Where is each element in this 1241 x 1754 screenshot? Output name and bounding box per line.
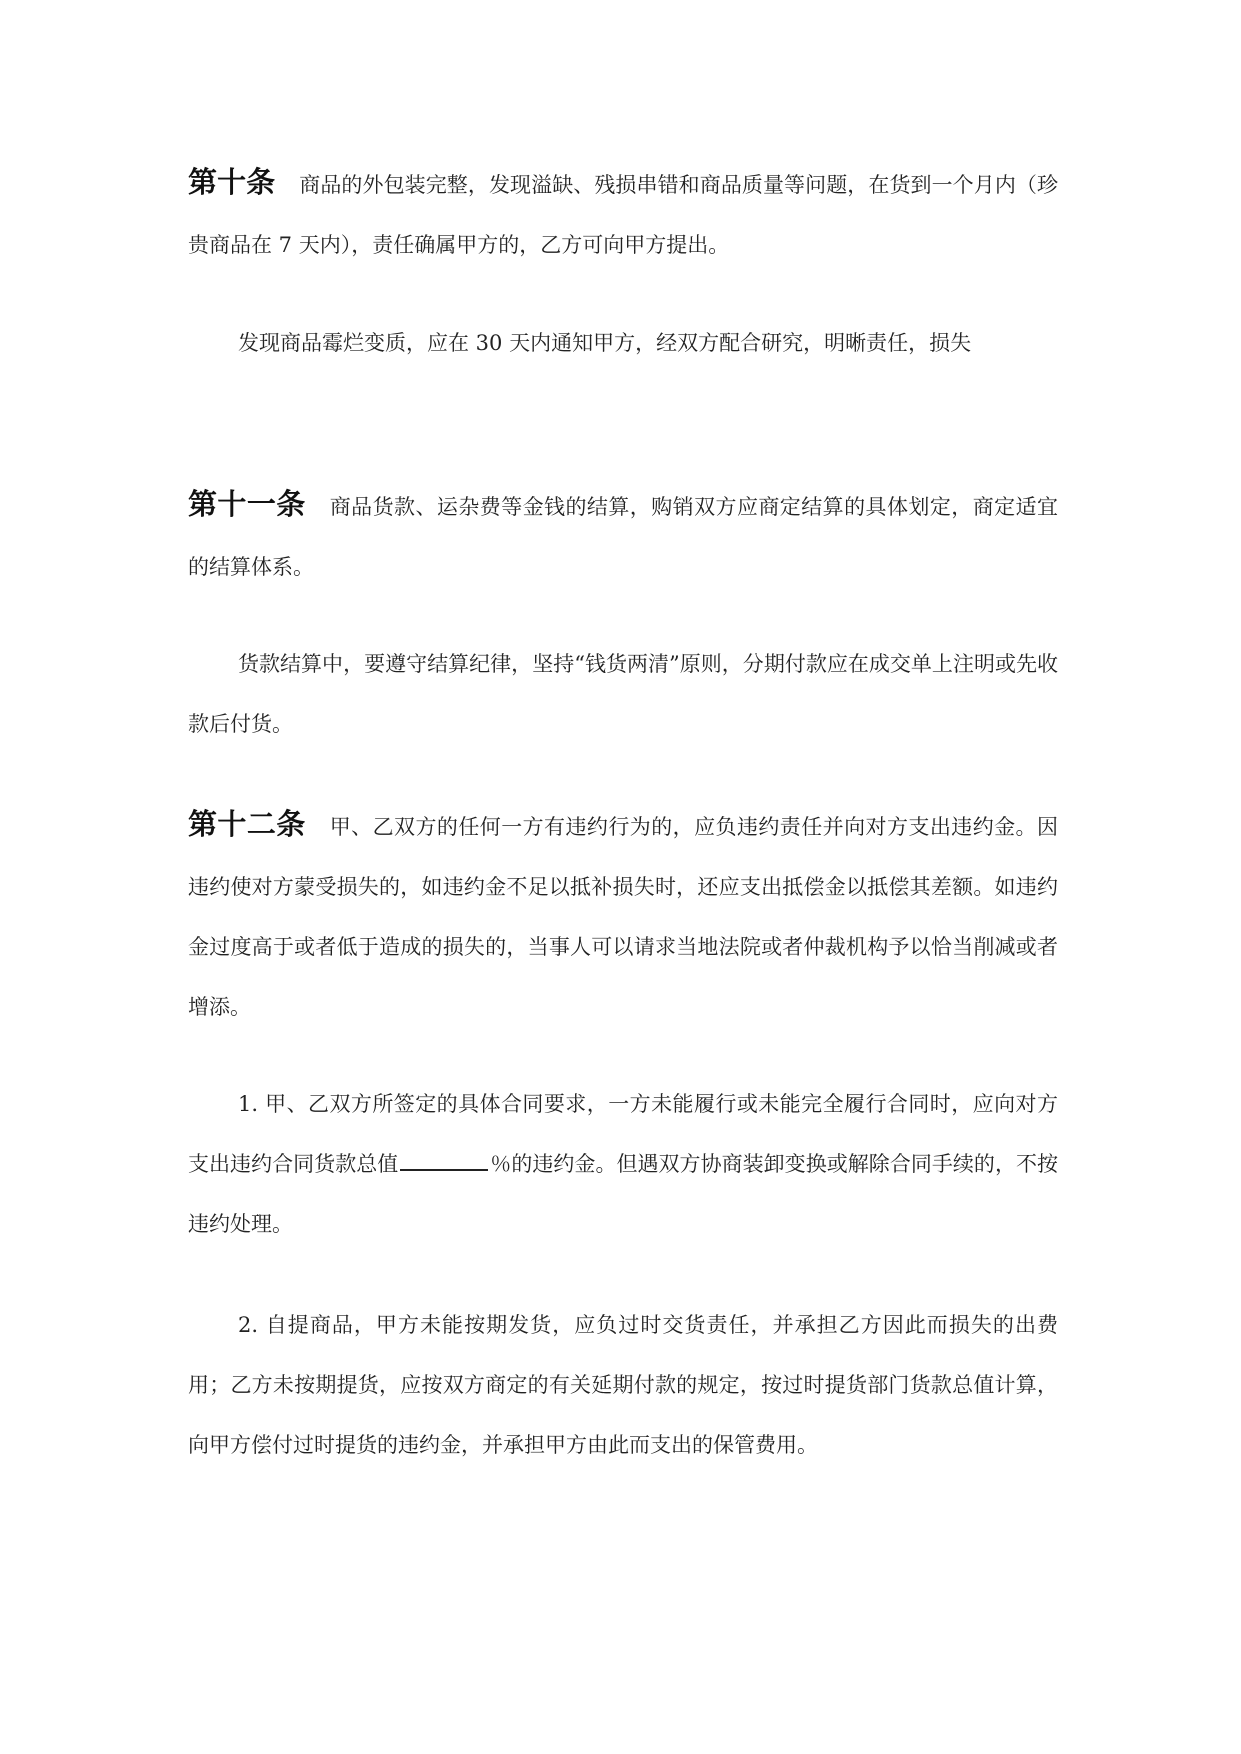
article-10 [188, 152, 1058, 275]
article-12 [188, 794, 1058, 1037]
article-10-paragraph-2: 发现商品霉烂变质，应在 30 天内通知甲方，经双方配合研究，明晰责任，损失 [238, 331, 972, 355]
article-11-heading: 第十一条 [188, 487, 306, 521]
article-11-paragraph-2: 货款结算中，要遵守结算纪律，坚持“钱货两清”原则，分期付款应在成交单上注明或先收款后付货。 [188, 652, 1058, 736]
article-12-item-2: 2. 自提商品，甲方未能按期发货，应负过时交货责任，并承担乙方因此而损失的出费用；乙方未按期提货，应按双方商定的有关延期付款的规定，按过时提货部门货款总值计算，向甲方偿付过时提货的违约金，并承担甲方由此而支出的保管费用。 [188, 1313, 1058, 1457]
article-10-text: 商品的外包装完整，发现溢缺、残损串错和商品质量等问题，在货到一个月内（珍贵商品在 7 天内），责任确属甲方的，乙方可向甲方提出。 [188, 173, 1058, 257]
item-1-text-before: 1. 甲、乙双方所签定的具体合同要求，一方未能履行或未能完全履行合同时，应向对方支出违约合同货款总值 [188, 1092, 1058, 1176]
article-11 [188, 474, 1058, 597]
article-12-heading: 第十二条 [188, 807, 306, 841]
item-1-text-after: ％的违约金。但遇双方协商装卸变换或解除合同手续的，不按违约处理。 [188, 1152, 1059, 1236]
article-11-text: 商品货款、运杂费等金钱的结算，购销双方应商定结算的具体划定，商定适宜的结算体系。 [188, 495, 1058, 579]
article-12-text: 甲、乙双方的任何一方有违约行为的，应负违约责任并向对方支出违约金。因违约使对方蒙受损失的，如违约金不足以抵补损失时，还应支出抵偿金以抵偿其差额。如违约金过度高于或者低于造成的损失的，当事人可以请求当地法院或者仲裁机构予以恰当削减或者增添。 [188, 815, 1058, 1019]
percentage-blank [400, 1147, 488, 1171]
article-12-item-1 [188, 1074, 1058, 1254]
article-10-heading: 第十条 [188, 165, 276, 199]
